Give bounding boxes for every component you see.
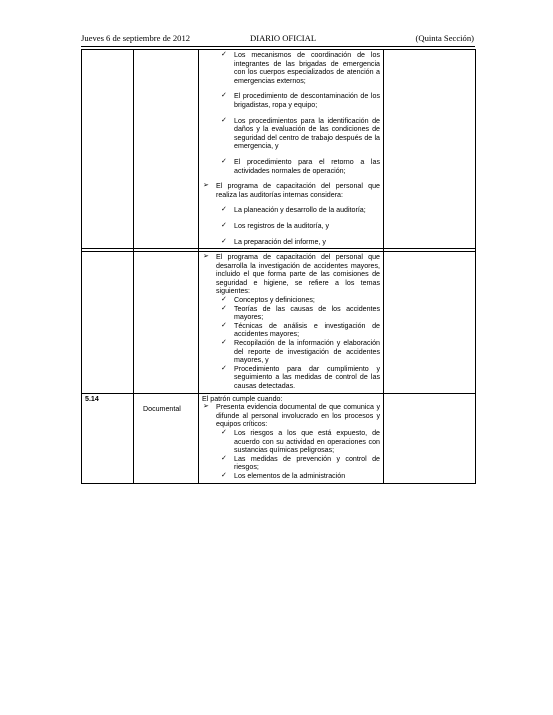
- item-text: El procedimiento para el retorno a las actividades normales de operación;: [234, 157, 380, 175]
- item-text: La preparación del informe, y: [234, 237, 326, 246]
- check-item: [202, 158, 380, 175]
- row-extra-cell: [384, 393, 476, 483]
- table-row: [82, 252, 476, 394]
- check-icon: ✓: [221, 471, 227, 479]
- header-rule: [81, 46, 475, 47]
- table-row: [82, 393, 476, 483]
- row-extra-cell: [384, 50, 476, 249]
- check-item: [202, 455, 380, 472]
- arrow-bullet-icon: ➢: [203, 253, 209, 261]
- item-text: Los elementos de la administración: [234, 471, 346, 480]
- item-text: Los mecanismos de coordinación de los integrantes de las brigadas de emergencia con los cuerpos especializados de atención a emergencias externos;: [234, 51, 380, 85]
- header-date: Jueves 6 de septiembre de 2012: [81, 33, 191, 43]
- check-icon: ✓: [221, 454, 227, 462]
- header-section: (Quinta Sección): [415, 33, 474, 43]
- arrow-bullet-icon: ➢: [203, 182, 209, 190]
- item-text: Los riesgos a los que está expuesto, de acuerdo con su actividad en operaciones con sustancias químicas peligrosas;: [234, 428, 380, 455]
- row-description-cell: [199, 252, 384, 394]
- check-item: [202, 472, 380, 481]
- check-item: [202, 365, 380, 391]
- check-item: [202, 305, 380, 322]
- check-icon: ✓: [221, 428, 227, 436]
- page-header: [81, 33, 474, 45]
- item-text: Presenta evidencia documental de que comunica y difunde al personal involucrado en los procesos y equipos críticos:: [216, 403, 380, 429]
- check-item: [202, 339, 380, 365]
- row-id-cell: [82, 50, 134, 249]
- check-icon: ✓: [221, 304, 227, 312]
- check-icon: ✓: [221, 221, 227, 229]
- row-extra-cell: [384, 252, 476, 394]
- check-icon: ✓: [221, 157, 227, 165]
- item-text: Conceptos y definiciones;: [234, 296, 315, 305]
- check-item: [202, 429, 380, 455]
- bullet-item: [202, 253, 380, 296]
- item-text: Los procedimientos para la identificación de daños y la evaluación de las condiciones de seguridad del centro de trabajo después de la emergencia, y: [234, 116, 380, 151]
- check-item: [202, 206, 380, 215]
- item-text: Las medidas de prevención y control de riesgos;: [234, 454, 380, 472]
- check-icon: ✓: [221, 237, 227, 245]
- check-icon: ✓: [221, 296, 227, 304]
- check-icon: ✓: [221, 339, 227, 347]
- check-icon: ✓: [221, 321, 227, 329]
- row-type-cell: [134, 252, 199, 394]
- check-icon: ✓: [221, 51, 227, 58]
- item-text: La planeación y desarrollo de la auditoría;: [234, 206, 366, 215]
- check-item: [202, 238, 380, 247]
- arrow-bullet-icon: ➢: [203, 403, 209, 411]
- item-text: El programa de capacitación del personal que desarrolla la investigación de accidentes mayores, incluido el que forma parte de las comisiones de seguridad e higiene, se refiere a los temas siguientes:: [216, 253, 380, 296]
- item-text: El programa de capacitación del personal que realiza las auditorías internas considera:: [216, 182, 380, 199]
- check-icon: ✓: [221, 364, 227, 372]
- row-type-cell: [134, 50, 199, 249]
- check-item: [202, 51, 380, 85]
- table-row: [82, 50, 476, 249]
- item-text: Técnicas de análisis e investigación de accidentes mayores;: [234, 321, 380, 339]
- check-item: [202, 296, 380, 305]
- check-icon: ✓: [221, 206, 227, 214]
- item-text: Procedimiento para dar cumplimiento y seguimiento a las medidas de control de las causas detectadas.: [234, 364, 380, 390]
- check-item: [202, 222, 380, 231]
- item-text: Teorías de las causas de los accidentes mayores;: [234, 304, 380, 322]
- row-intro: El patrón cumple cuando:: [202, 394, 283, 403]
- header-publication: DIARIO OFICIAL: [250, 33, 317, 43]
- row-id-cell: 5.14: [82, 393, 134, 483]
- bullet-item: [202, 403, 380, 429]
- check-item: [202, 117, 380, 151]
- bullet-item: [202, 182, 380, 199]
- row-description-cell: [199, 393, 384, 483]
- requirements-table: [81, 49, 476, 484]
- item-text: El procedimiento de descontaminación de los brigadistas, ropa y equipo;: [234, 92, 380, 109]
- check-icon: ✓: [221, 92, 227, 100]
- row-description-cell: [199, 50, 384, 249]
- item-text: Los registros de la auditoría, y: [234, 221, 330, 230]
- check-item: [202, 322, 380, 339]
- row-id-cell: [82, 252, 134, 394]
- check-item: [202, 92, 380, 109]
- check-icon: ✓: [221, 116, 227, 124]
- item-text: Recopilación de la información y elaboración del reporte de investigación de accidentes mayores, y: [234, 339, 380, 365]
- row-type-cell: Documental: [134, 393, 199, 483]
